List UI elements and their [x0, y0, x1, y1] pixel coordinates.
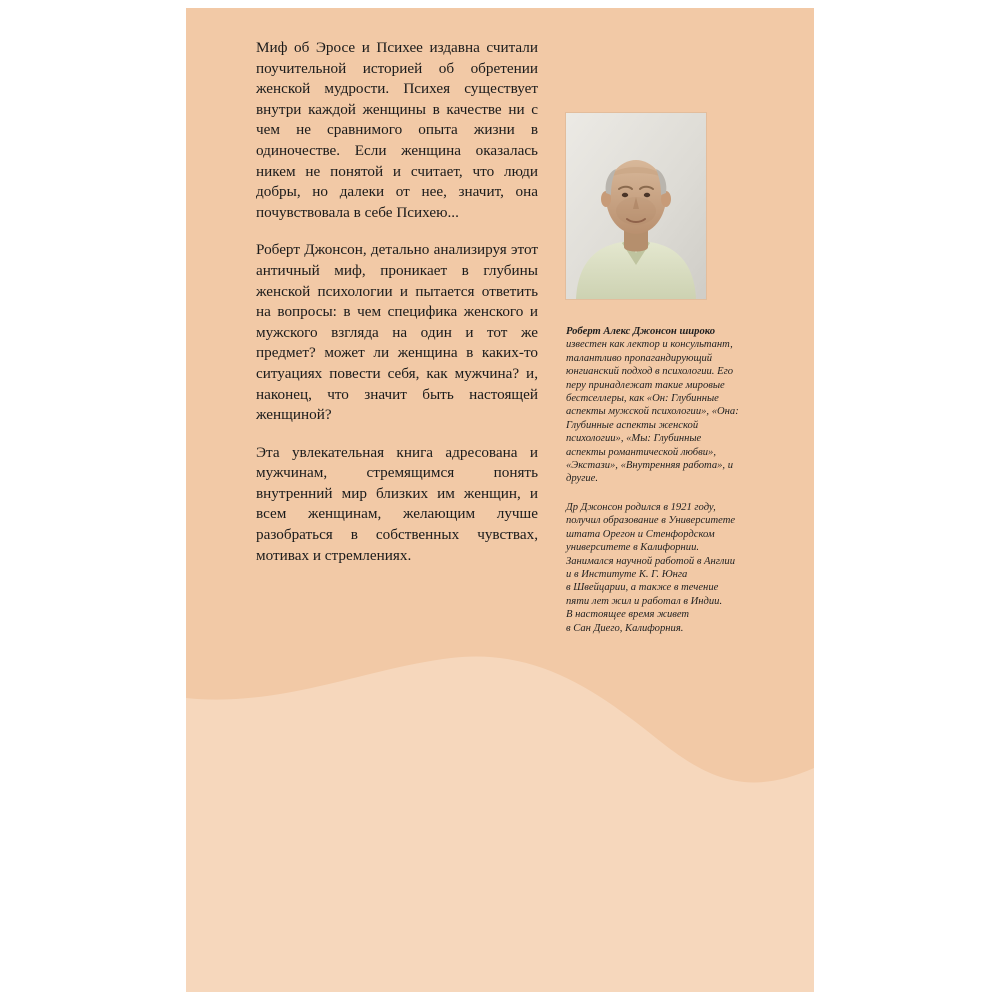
author-bio-line: Др Джонсон родился в 1921 году, [566, 501, 716, 513]
author-bio-line: пяти лет жил и работал в Индии. [566, 595, 723, 607]
author-name: Роберт Алекс Джонсон широко [566, 326, 716, 337]
author-bio-line: в Сан Диего, Калифорния. [566, 622, 684, 634]
blurb-paragraph: Миф об Эросе и Психее издавна считали поучительной историей об обретении женской мудрости. Психея существует внутри каждой женщины в качестве ни с чем не сравнимого опыта жизни в одиночестве. Если женщина оказалась никем не понятой и считает, что люди добры, но далеки от нее, значит, она почувствовала в себе Психею... [256, 39, 538, 221]
author-bio-line: Занимался научной работой в Англии [566, 555, 735, 567]
author-photo [566, 113, 706, 299]
author-column [566, 113, 744, 635]
author-bio-details [566, 501, 742, 635]
author-bio-line: и в Институте К. Г. Юнга [566, 568, 688, 580]
author-bio-line: получил образование в Университете [566, 515, 736, 527]
author-bio-line: в Швейцарии, а также в течение [566, 582, 719, 594]
author-bio [566, 325, 742, 635]
author-bio-line: В настоящее время живет [566, 609, 690, 621]
author-bio-line: штата Орегон и Стенфордском [566, 528, 715, 540]
blurb-text-column [256, 38, 538, 566]
blurb-paragraph: Роберт Джонсон, детально анализируя этот античный миф, проникает в глубины женской психологии и пытается ответить на вопросы: в чем специфика женского и мужского взгляда на один и тот же предмет? может ли женщина в каких-то ситуациях повести себя, как мужчина? и, наконец, что значит быть настоящей женщиной? [256, 241, 538, 424]
book-back-cover [186, 8, 814, 992]
author-bio-main [566, 325, 742, 486]
blurb-paragraph: Эта увлекательная книга адресована и мужчинам, стремящимся понять внутренний мир близких им женщин, и всем женщинам, желающим лучше разобраться в собственных чувствах, мотивах и стремлениях. [256, 443, 538, 564]
author-bio-text: известен как лектор и консультант, талантливо пропагандирующий юнгианский подход в психологии. Его перу принадлежат такие мировые бестселлеры, как «Он: Глубинные аспекты мужской психологии», «Она: Глубинные аспекты женской психологии», «Мы: Глубинные аспекты романтической любви», «Экстази», «Внутренняя работа», и другие. [566, 339, 739, 485]
author-bio-line: университете в Калифорнии. [566, 542, 700, 554]
